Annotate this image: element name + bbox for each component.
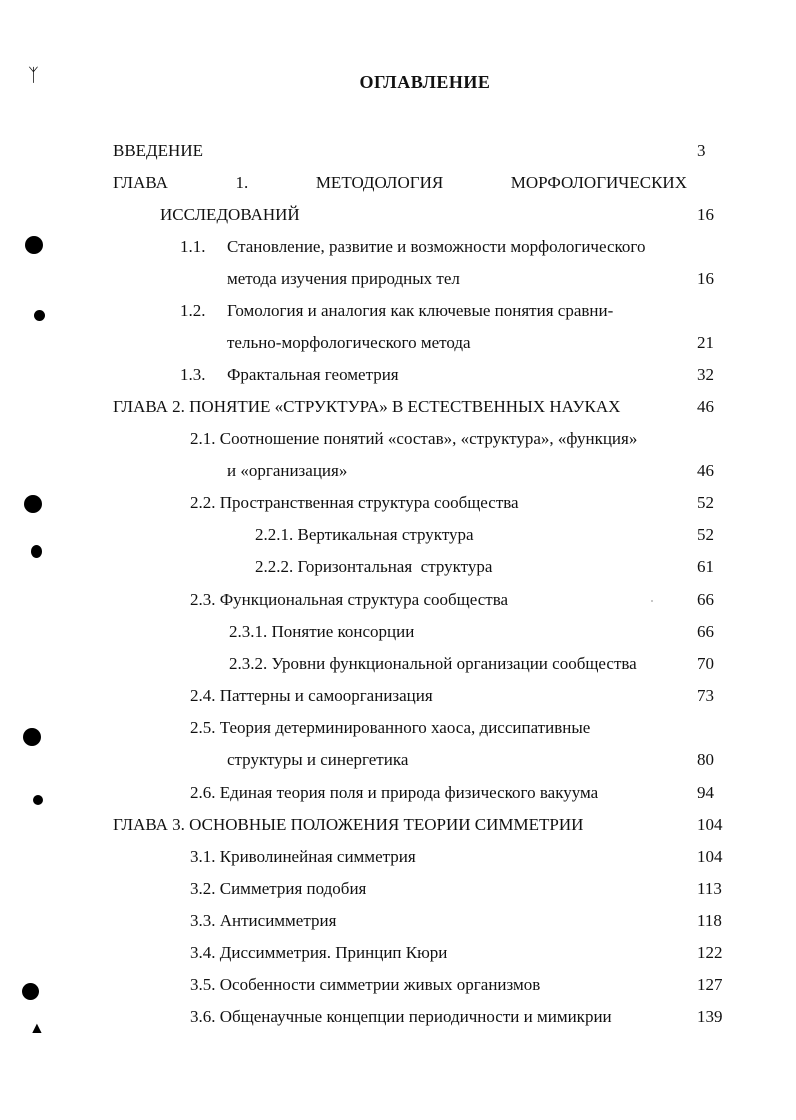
toc-page-number: 52 xyxy=(697,525,714,544)
binder-hole-icon xyxy=(22,983,39,1000)
scan-mark-icon xyxy=(33,795,43,805)
scan-mark-icon xyxy=(31,545,42,558)
toc-section-number: 1.3. xyxy=(180,365,206,384)
toc-section-number: 1.2. xyxy=(180,301,206,320)
chapter-1-word: 1. xyxy=(235,173,249,192)
toc-entry-section-2-3: 2.3. Функциональная структура сообщества xyxy=(190,590,509,609)
toc-page-number: 16 xyxy=(697,205,714,224)
toc-page-number: 16 xyxy=(697,269,714,288)
toc-entry-section-1-1: Становление, развитие и возможности морфологического xyxy=(227,237,646,256)
toc-entry-section-2-2-2: 2.2.2. Горизонтальная структура xyxy=(255,557,493,576)
toc-entry-section-2-2: 2.2. Пространственная структура сообщества xyxy=(190,493,519,512)
toc-entry-chapter-1 xyxy=(113,169,687,197)
toc-page-number: 66 xyxy=(697,590,714,609)
toc-entry-section-2-1-continued: и «организация» xyxy=(227,461,348,480)
chapter-1-word: МЕТОДОЛОГИЯ xyxy=(315,173,444,192)
toc-page-number: 104 xyxy=(697,815,723,834)
toc-page-number: 94 xyxy=(697,783,714,802)
toc-page-number: 139 xyxy=(697,1007,723,1026)
toc-entry-section-1-2-continued: тельно-морфологического метода xyxy=(227,333,471,352)
toc-page-number: 118 xyxy=(697,911,722,930)
toc-entry-section-3-6: 3.6. Общенаучные концепции периодичности и мимикрии xyxy=(190,1007,612,1026)
scan-mark-icon: ᛉ xyxy=(28,65,39,85)
page-title: ОГЛАВЛЕНИЕ xyxy=(359,72,491,92)
toc-page-number: 46 xyxy=(697,461,714,480)
toc-page-number: 46 xyxy=(697,397,714,416)
toc-page-number: 73 xyxy=(697,686,714,705)
toc-page-number: 21 xyxy=(697,333,714,352)
binder-hole-icon xyxy=(25,236,43,254)
toc-page-number: 113 xyxy=(697,879,722,898)
toc-page-number: 104 xyxy=(697,847,723,866)
toc-entry-section-3-2: 3.2. Симметрия подобия xyxy=(190,879,367,898)
toc-entry-chapter-2: ГЛАВА 2. ПОНЯТИЕ «СТРУКТУРА» В ЕСТЕСТВЕННЫХ НАУКАХ xyxy=(113,397,621,416)
toc-entry-section-2-5-continued: структуры и синергетика xyxy=(227,750,409,769)
toc-entry-intro: ВВЕДЕНИЕ xyxy=(113,141,203,160)
toc-entry-chapter-3: ГЛАВА 3. ОСНОВНЫЕ ПОЛОЖЕНИЯ ТЕОРИИ СИММЕТРИИ xyxy=(113,815,584,834)
toc-entry-section-2-2-1: 2.2.1. Вертикальная структура xyxy=(255,525,474,544)
toc-page-number: 80 xyxy=(697,750,714,769)
binder-hole-icon xyxy=(23,728,41,746)
toc-page-number: 127 xyxy=(697,975,723,994)
toc-entry-section-2-5: 2.5. Теория детерминированного хаоса, диссипативные xyxy=(190,718,591,737)
toc-entry-section-2-4: 2.4. Паттерны и самоорганизация xyxy=(190,686,433,705)
toc-entry-section-2-3-1: 2.3.1. Понятие консорции xyxy=(229,622,415,641)
toc-page-number: 61 xyxy=(697,557,714,576)
toc-entry-section-3-5: 3.5. Особенности симметрии живых организмов xyxy=(190,975,541,994)
scan-mark-icon: ▲ xyxy=(29,1020,45,1037)
toc-entry-section-2-6: 2.6. Единая теория поля и природа физического вакуума xyxy=(190,783,599,802)
toc-entry-section-3-4: 3.4. Диссимметрия. Принцип Кюри xyxy=(190,943,448,962)
toc-page-number: 52 xyxy=(697,493,714,512)
toc-entry-section-1-3: Фрактальная геометрия xyxy=(227,365,399,384)
toc-entry-section-1-1-continued: метода изучения природных тел xyxy=(227,269,460,288)
chapter-1-word: ГЛАВА xyxy=(113,173,168,192)
toc-entry-section-2-1: 2.1. Соотношение понятий «состав», «структура», «функция» xyxy=(190,429,638,448)
toc-page-number: 70 xyxy=(697,654,714,673)
toc-page-number: 122 xyxy=(697,943,723,962)
toc-section-number: 1.1. xyxy=(180,237,206,256)
toc-page-number: 66 xyxy=(697,622,714,641)
toc-entry-section-2-3-2: 2.3.2. Уровни функциональной организации сообщества xyxy=(229,654,637,673)
scan-mark-icon xyxy=(34,310,45,321)
toc-entry-chapter-1-continued: ИССЛЕДОВАНИЙ xyxy=(160,205,300,224)
toc-page-number: 3 xyxy=(697,141,706,160)
chapter-1-word: МОРФОЛОГИЧЕСКИХ xyxy=(510,173,687,192)
binder-hole-icon xyxy=(24,495,42,513)
toc-entry-section-3-1: 3.1. Криволинейная симметрия xyxy=(190,847,416,866)
scan-speck-icon xyxy=(651,600,653,602)
toc-entry-section-3-3: 3.3. Антисимметрия xyxy=(190,911,337,930)
toc-entry-section-1-2: Гомология и аналогия как ключевые понятия сравни- xyxy=(227,301,614,320)
toc-page-number: 32 xyxy=(697,365,714,384)
